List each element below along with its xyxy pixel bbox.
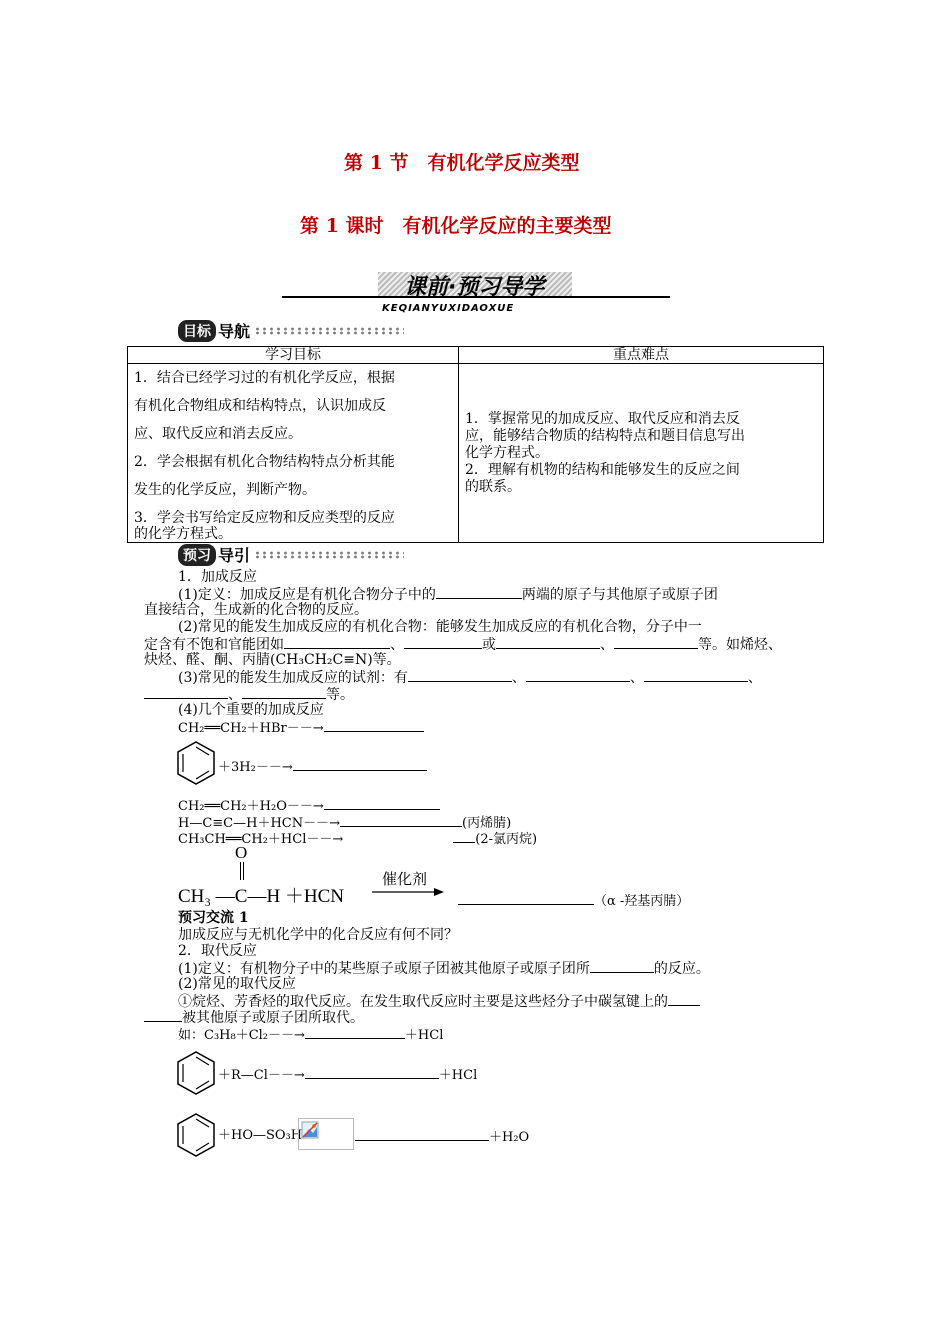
goals-line: 的化学方程式。	[134, 526, 232, 542]
addition-heading: 1．加成反应	[178, 569, 257, 585]
goals-nav-heading	[178, 319, 404, 342]
reaction-3: CH₂══CH₂＋H₂O－－→	[178, 797, 440, 815]
preview-nav-heading	[178, 543, 404, 566]
answer-blank[interactable]	[144, 686, 228, 699]
answer-blank[interactable]	[496, 636, 600, 649]
exchange-1-title: 预习交流 1	[178, 910, 249, 926]
catalyst-label: 催化剂	[382, 870, 428, 888]
banner-title: 课前·预习导学	[404, 275, 545, 300]
answer-blank[interactable]	[614, 636, 698, 649]
reaction-6-product: （α -羟基丙腈）	[458, 892, 689, 910]
goals-line: 发生的化学反应，判断产物。	[134, 482, 316, 498]
text-line: 、 等。	[144, 686, 354, 703]
substitution-example-1: 如：C₃H₈＋Cl₂－－→ ＋HCl	[178, 1028, 444, 1043]
goals-nav-rest: 导航	[218, 322, 251, 341]
dotted-divider	[254, 327, 404, 335]
goals-nav-chip: 目标	[178, 320, 216, 342]
reaction-4: H—C≡C—H＋HCN－－→ (丙烯腈)	[178, 816, 512, 831]
answer-blank[interactable]	[404, 636, 482, 649]
double-bond-mark	[240, 862, 244, 880]
goals-col2-cell	[459, 364, 824, 543]
answer-blank[interactable]	[355, 1128, 489, 1141]
text-line: 定含有不饱和官能团如 、 或 、 等。如烯烃、	[144, 637, 782, 653]
reaction-arrow-icon	[372, 887, 444, 897]
substitution-example-2: ＋R—Cl－－→ ＋HCl	[218, 1068, 478, 1083]
text-line: 被其他原子或原子团所取代。	[144, 1009, 364, 1026]
banner-subtitle: KEQIANYUXIDAOXUE	[382, 303, 515, 314]
answer-blank[interactable]	[284, 636, 390, 649]
answer-blank[interactable]	[453, 830, 475, 843]
benzene-ring-icon	[176, 1050, 216, 1096]
substitution-definition: (1)定义：有机物分子中的某些原子或原子团被其他原子或原子团所 的反应。	[178, 961, 710, 977]
answer-blank[interactable]	[324, 797, 440, 810]
banner-rule	[282, 296, 670, 298]
benzene-ring-icon	[176, 1112, 216, 1158]
text-line: (2)常见的取代反应	[178, 976, 296, 992]
answer-blank[interactable]	[458, 892, 594, 905]
answer-blank[interactable]	[436, 586, 522, 599]
keypoint-line: 2．理解有机物的结构和能够发生的反应之间	[465, 461, 740, 478]
answer-blank[interactable]	[526, 669, 630, 682]
preview-nav-rest: 导引	[218, 546, 251, 565]
preview-nav-chip: 预习	[178, 544, 216, 566]
answer-blank[interactable]	[590, 960, 654, 973]
answer-blank[interactable]	[668, 993, 700, 1006]
answer-blank[interactable]	[340, 814, 462, 827]
substitution-heading: 2．取代反应	[178, 943, 257, 959]
benzene-ring-icon	[176, 740, 216, 786]
text-line: (3)常见的能发生加成反应的试剂：有 、 、 、	[178, 670, 762, 686]
goals-col1-header: 学习目标	[128, 347, 459, 364]
text-line: 直接结合，生成新的化合物的反应。	[144, 602, 368, 618]
goals-col1-cell	[128, 364, 459, 543]
substitution-example-3: ＋HO—SO₃H	[218, 1128, 303, 1143]
goals-line: 1．结合已经学习过的有机化学反应，根据	[134, 370, 395, 386]
goals-line: 2．学会根据有机化合物结构特点分析其能	[134, 454, 395, 470]
answer-blank[interactable]	[305, 1026, 405, 1039]
goals-line: 有机化合物组成和结构特点，认识加成反	[134, 398, 386, 414]
answer-blank[interactable]	[408, 669, 512, 682]
answer-blank[interactable]	[644, 669, 748, 682]
keypoint-line: 应，能够结合物质的结构特点和题目信息写出	[465, 427, 745, 444]
text-line: 炔烃、醛、酮、丙腈(CH₃CH₂C≡N)等。	[144, 652, 401, 668]
goals-col2-header: 重点难点	[459, 347, 824, 364]
addition-definition: (1)定义：加成反应是有机化合物分子中的 两端的原子与其他原子或原子团	[178, 587, 718, 603]
answer-blank[interactable]	[305, 1066, 439, 1079]
reaction-1: CH₂══CH₂＋HBr－－→	[178, 719, 424, 737]
keypoint-line: 1．掌握常见的加成反应、取代反应和消去反	[465, 410, 740, 427]
section-title: 第 1 节 有机化学反应类型	[344, 152, 580, 174]
reaction-2: ＋3H₂－－→	[218, 758, 427, 776]
reaction-5: CH₃CH══CH₂＋HCl－－→ (2-氯丙烷)	[178, 832, 538, 847]
text-line: (2)常见的能发生加成反应的有机化合物：能够发生加成反应的有机化合物，分子中一	[178, 619, 702, 635]
text-line: ①烷烃、芳香烃的取代反应。在发生取代反应时主要是这些烃分子中碳氢键上的	[178, 993, 700, 1010]
goals-line: 应、取代反应和消去反应。	[134, 426, 302, 442]
keypoint-line: 的联系。	[465, 478, 521, 495]
keypoint-line: 化学方程式。	[465, 444, 549, 461]
lesson-title: 第 1 课时 有机化学反应的主要类型	[300, 215, 612, 237]
substitution-example-3-product: ＋H₂O	[355, 1128, 529, 1146]
dotted-divider	[254, 551, 404, 559]
carbonyl-oxygen: O	[235, 843, 248, 862]
answer-blank[interactable]	[293, 758, 427, 771]
answer-blank[interactable]	[144, 1009, 182, 1022]
goals-line: 3．学会书写给定反应物和反应类型的反应	[134, 510, 395, 526]
broken-image-icon	[298, 1118, 354, 1150]
exchange-1-question: 加成反应与无机化学中的化合反应有何不同？	[178, 927, 458, 943]
goals-table	[127, 346, 824, 543]
answer-blank[interactable]	[324, 719, 424, 732]
answer-blank[interactable]	[242, 686, 326, 699]
text-line: (4)几个重要的加成反应	[178, 702, 324, 718]
reaction-6-reactants: CH₃ —C—H ＋HCN	[178, 886, 345, 907]
